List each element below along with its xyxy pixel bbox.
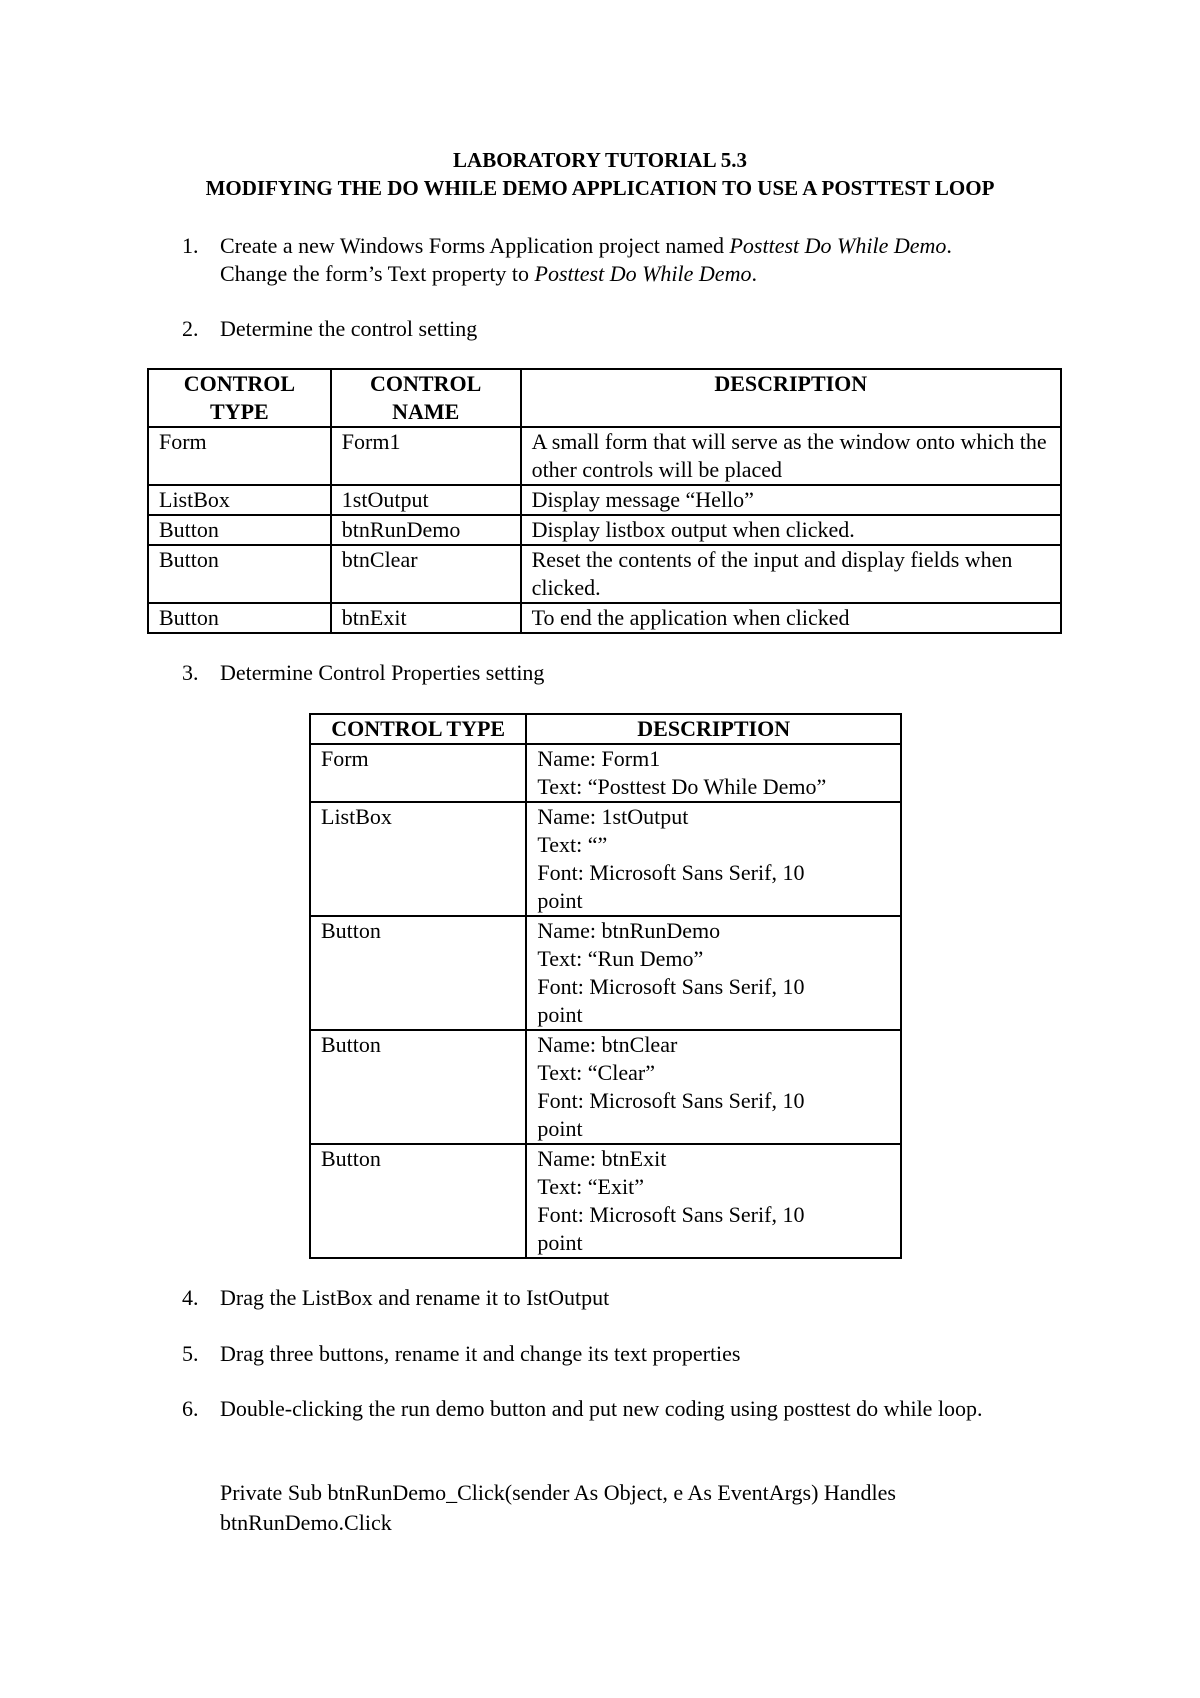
property-line: point xyxy=(537,1002,583,1027)
property-line: point xyxy=(537,888,583,913)
table-cell xyxy=(526,1144,901,1258)
control-properties-table xyxy=(309,713,902,1259)
property-line: Text: “Exit” xyxy=(537,1174,644,1199)
property-line: Text: “Posttest Do While Demo” xyxy=(537,774,827,799)
table-cell: btnClear xyxy=(331,545,521,603)
property-line: Text: “Clear” xyxy=(537,1060,655,1085)
table-row xyxy=(310,1144,901,1258)
table-row xyxy=(148,485,1061,515)
table-row xyxy=(148,427,1061,485)
project-name: Posttest Do While Demo xyxy=(729,233,947,258)
property-line: Font: Microsoft Sans Serif, 10 xyxy=(537,1088,805,1113)
control-setting-table xyxy=(147,368,1062,634)
property-line: Name: btnExit xyxy=(537,1146,667,1171)
step-number: 6. xyxy=(182,1396,199,1421)
step-2 xyxy=(182,315,1062,345)
table-row xyxy=(310,916,901,1030)
property-line: Name: btnClear xyxy=(537,1032,678,1057)
table-row xyxy=(310,1030,901,1144)
column-header: DESCRIPTION xyxy=(521,369,1061,427)
property-line: Text: “Run Demo” xyxy=(537,946,704,971)
step-text: Determine the control setting xyxy=(220,316,478,341)
property-line: Font: Microsoft Sans Serif, 10 xyxy=(537,860,805,885)
step-text: Determine Control Properties setting xyxy=(220,660,545,685)
table-cell xyxy=(526,802,901,916)
step-text-part: . xyxy=(751,261,757,286)
table-cell: Button xyxy=(310,916,526,1030)
step-number: 3. xyxy=(182,660,199,685)
property-line: point xyxy=(537,1116,583,1141)
step-text: Drag the ListBox and rename it to IstOutput xyxy=(220,1285,610,1310)
step-number: 2. xyxy=(182,316,199,341)
code-block xyxy=(220,1478,1020,1538)
table-cell: ListBox xyxy=(148,485,331,515)
step-text-part: . Change the form’s Text property to xyxy=(220,233,952,286)
table-cell: To end the application when clicked xyxy=(521,603,1061,633)
step-number: 1. xyxy=(182,233,199,258)
step-6 xyxy=(182,1395,1062,1455)
table-cell: Button xyxy=(310,1144,526,1258)
document-title: LABORATORY TUTORIAL 5.3 xyxy=(453,148,747,172)
table-row xyxy=(148,515,1061,545)
table-row xyxy=(310,744,901,802)
table-row xyxy=(310,802,901,916)
column-header: CONTROL TYPE xyxy=(310,714,526,744)
table-cell: Form1 xyxy=(331,427,521,485)
table-cell: Display message “Hello” xyxy=(521,485,1061,515)
table-cell: Button xyxy=(148,603,331,633)
step-3 xyxy=(182,659,1062,689)
code-line: btnRunDemo.Click xyxy=(220,1510,392,1535)
table-cell xyxy=(526,1030,901,1144)
property-line: Font: Microsoft Sans Serif, 10 xyxy=(537,1202,805,1227)
column-header: DESCRIPTION xyxy=(526,714,901,744)
table-cell: Button xyxy=(310,1030,526,1144)
table-cell: Reset the contents of the input and display fields when clicked. xyxy=(521,545,1061,603)
step-text: Drag three buttons, rename it and change its text properties xyxy=(220,1341,741,1366)
property-line: Font: Microsoft Sans Serif, 10 xyxy=(537,974,805,999)
step-number: 4. xyxy=(182,1285,199,1310)
step-1 xyxy=(182,232,1062,292)
step-text-part: Create a new Windows Forms Application project named xyxy=(220,233,730,258)
table-cell: btnRunDemo xyxy=(331,515,521,545)
table-cell: btnExit xyxy=(331,603,521,633)
table-row xyxy=(148,545,1061,603)
step-text: Double-clicking the run demo button and put new coding using posttest do while loop. xyxy=(220,1396,983,1421)
property-line: Name: Form1 xyxy=(537,746,661,771)
table-cell: Form xyxy=(310,744,526,802)
table-cell: 1stOutput xyxy=(331,485,521,515)
code-line: Private Sub btnRunDemo_Click(sender As Object, e As EventArgs) Handles xyxy=(220,1480,896,1505)
property-line: Name: 1stOutput xyxy=(537,804,689,829)
table-cell xyxy=(526,744,901,802)
document-subtitle: MODIFYING THE DO WHILE DEMO APPLICATION TO USE A POSTTEST LOOP xyxy=(205,176,995,200)
table-header-row xyxy=(310,714,901,744)
property-line: Text: “” xyxy=(537,832,608,857)
table-row xyxy=(148,603,1061,633)
property-line: point xyxy=(537,1230,583,1255)
table-cell: Display listbox output when clicked. xyxy=(521,515,1061,545)
step-4 xyxy=(182,1284,1062,1314)
table-cell: Button xyxy=(148,515,331,545)
property-line: Name: btnRunDemo xyxy=(537,918,721,943)
table-header-row xyxy=(148,369,1061,427)
step-text xyxy=(220,232,980,288)
step-5 xyxy=(182,1340,1062,1370)
table-cell: A small form that will serve as the window onto which the other controls will be placed xyxy=(521,427,1061,485)
step-number: 5. xyxy=(182,1341,199,1366)
table-cell xyxy=(526,916,901,1030)
table-cell: Button xyxy=(148,545,331,603)
column-header: CONTROL TYPE xyxy=(148,369,331,427)
column-header: CONTROL NAME xyxy=(331,369,521,427)
table-cell: ListBox xyxy=(310,802,526,916)
form-text-value: Posttest Do While Demo xyxy=(534,261,752,286)
table-cell: Form xyxy=(148,427,331,485)
